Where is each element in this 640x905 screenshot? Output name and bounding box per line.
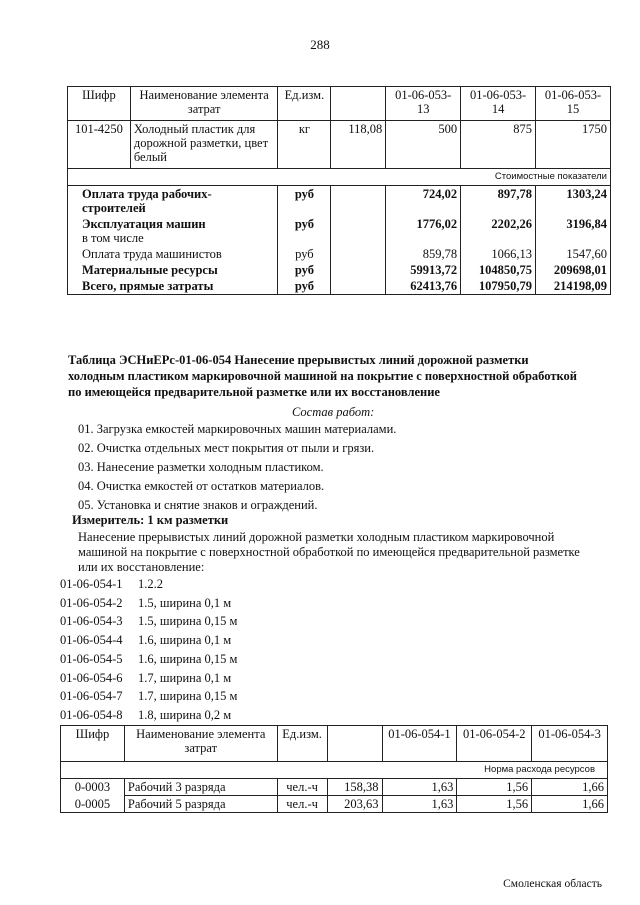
header-col-15: 01-06-053-15	[536, 87, 611, 121]
cell-value: 104850,75	[461, 262, 536, 278]
code-value: 1.5, ширина 0,1 м	[138, 596, 232, 610]
cell-value: 1,66	[532, 779, 608, 796]
meter-label: Измеритель: 1 км разметки	[72, 513, 229, 527]
cell-unit: кг	[278, 121, 331, 169]
header-code: Шифр	[61, 726, 125, 762]
cell-value: 1303,24	[536, 186, 611, 217]
heading-line: холодным пластиком маркировочной машиной на покрытие с поверхностной обработкой	[68, 369, 577, 383]
cell-name: Оплата труда машинистов	[68, 246, 278, 262]
cell-value: 214198,09	[536, 278, 611, 295]
cell-name: Холодный пластик для дорожной разметки, цвет белый	[130, 121, 278, 169]
table-row	[68, 246, 611, 262]
cell-value: 1,63	[382, 796, 457, 813]
header-name: Наименование элемента затрат	[124, 726, 277, 762]
description-line: машиной на покрытие с поверхностной обработкой по имеющейся предварительной разметке	[78, 545, 580, 559]
list-item: 02. Очистка отдельных мест покрытия от пыли и грязи.	[78, 441, 375, 455]
heading-line: по имеющейся предварительной разметке или их восстановление	[68, 385, 440, 399]
header-unit: Ед.изм.	[277, 726, 327, 762]
cell-name: Всего, прямые затраты	[68, 278, 278, 295]
cell-unit: руб	[278, 262, 331, 278]
code-id: 01-06-054-1	[60, 577, 123, 591]
table-row	[68, 216, 611, 246]
header-unit: Ед.изм.	[278, 87, 331, 121]
cell-code: 101-4250	[68, 121, 131, 169]
code-id: 01-06-054-6	[60, 671, 123, 685]
work-title: Состав работ:	[292, 405, 375, 419]
code-list	[0, 577, 300, 727]
header-price	[327, 726, 382, 762]
work-list	[78, 420, 396, 515]
cell-name: Оплата труда рабочих-строителей	[68, 186, 278, 217]
cell-value: 3196,84	[536, 216, 611, 246]
code-id: 01-06-054-8	[60, 708, 123, 722]
header-col-3: 01-06-054-3	[532, 726, 608, 762]
cell-value: 897,78	[461, 186, 536, 217]
code-value: 1.8, ширина 0,2 м	[138, 708, 232, 722]
header-col-1: 01-06-054-1	[382, 726, 457, 762]
section-label: Стоимостные показатели	[68, 169, 611, 186]
list-item: 04. Очистка емкостей от остатков материалов.	[78, 479, 325, 493]
header-col-13: 01-06-053-13	[386, 87, 461, 121]
cell-unit: чел.-ч	[277, 779, 327, 796]
section-label: Норма расхода ресурсов	[61, 762, 608, 779]
code-id: 01-06-054-7	[60, 689, 123, 703]
header-col-2: 01-06-054-2	[457, 726, 532, 762]
resource-table-054	[60, 725, 608, 813]
code-id: 01-06-054-4	[60, 633, 123, 647]
table-row	[68, 121, 611, 169]
code-id: 01-06-054-3	[60, 614, 123, 628]
cell-price: 118,08	[331, 121, 386, 169]
cell-value: 875	[461, 121, 536, 169]
cell-price: 203,63	[327, 796, 382, 813]
table-heading	[68, 352, 628, 400]
cell-value: 1776,02	[386, 216, 461, 246]
description-line: Нанесение прерывистых линий дорожной разметки холодным пластиком маркировочной	[78, 530, 555, 544]
cost-table-053	[67, 86, 611, 295]
cell-unit: руб	[278, 246, 331, 262]
cell-value: 62413,76	[386, 278, 461, 295]
code-id: 01-06-054-2	[60, 596, 123, 610]
cell-unit: чел.-ч	[277, 796, 327, 813]
cell-subnote: в том числе	[82, 231, 144, 245]
table-row	[68, 262, 611, 278]
cell-value: 1066,13	[461, 246, 536, 262]
cell-value: 500	[386, 121, 461, 169]
code-value: 1.5, ширина 0,15 м	[138, 614, 238, 628]
header-price	[331, 87, 386, 121]
cell-price: 158,38	[327, 779, 382, 796]
list-item: 05. Установка и снятие знаков и ограждений.	[78, 498, 318, 512]
table-row	[61, 796, 608, 813]
heading-line: Таблица ЭСНиЕРс-01-06-054 Нанесение прерывистых линий дорожной разметки	[68, 353, 529, 367]
cell-code: 0-0005	[61, 796, 125, 813]
cell-value: 59913,72	[386, 262, 461, 278]
cell-value: 1,56	[457, 779, 532, 796]
cell-value: 1547,60	[536, 246, 611, 262]
table-row	[68, 186, 611, 217]
page-number: 288	[310, 37, 330, 52]
cell-value: 1,63	[382, 779, 457, 796]
cell-value: 1,56	[457, 796, 532, 813]
cell-name: Эксплуатация машин	[82, 217, 206, 231]
cell-value: 1750	[536, 121, 611, 169]
description-line: или их восстановление:	[78, 560, 205, 574]
cell-value: 859,78	[386, 246, 461, 262]
table-row	[68, 278, 611, 295]
cell-name: Рабочий 3 разряда	[124, 779, 277, 796]
list-item: 03. Нанесение разметки холодным пластиком.	[78, 460, 324, 474]
cell-name: Материальные ресурсы	[68, 262, 278, 278]
description	[78, 530, 580, 575]
cell-unit: руб	[278, 278, 331, 295]
list-item: 01. Загрузка емкостей маркировочных машин материалами.	[78, 422, 397, 436]
cell-unit: руб	[278, 216, 331, 246]
cell-value: 107950,79	[461, 278, 536, 295]
header-col-14: 01-06-053-14	[461, 87, 536, 121]
code-value: 1.7, ширина 0,15 м	[138, 689, 238, 703]
cell-name: Рабочий 5 разряда	[124, 796, 277, 813]
cell-value: 209698,01	[536, 262, 611, 278]
cell-code: 0-0003	[61, 779, 125, 796]
footer-region: Смоленская область	[503, 878, 602, 890]
code-value: 1.2.2	[138, 577, 163, 591]
header-name: Наименование элемента затрат	[130, 87, 278, 121]
code-value: 1.7, ширина 0,1 м	[138, 671, 232, 685]
cell-value: 724,02	[386, 186, 461, 217]
cell-value: 2202,26	[461, 216, 536, 246]
code-value: 1.6, ширина 0,15 м	[138, 652, 238, 666]
table-row	[61, 779, 608, 796]
cell-value: 1,66	[532, 796, 608, 813]
code-id: 01-06-054-5	[60, 652, 123, 666]
code-value: 1.6, ширина 0,1 м	[138, 633, 232, 647]
cell-unit: руб	[278, 186, 331, 217]
header-code: Шифр	[68, 87, 131, 121]
